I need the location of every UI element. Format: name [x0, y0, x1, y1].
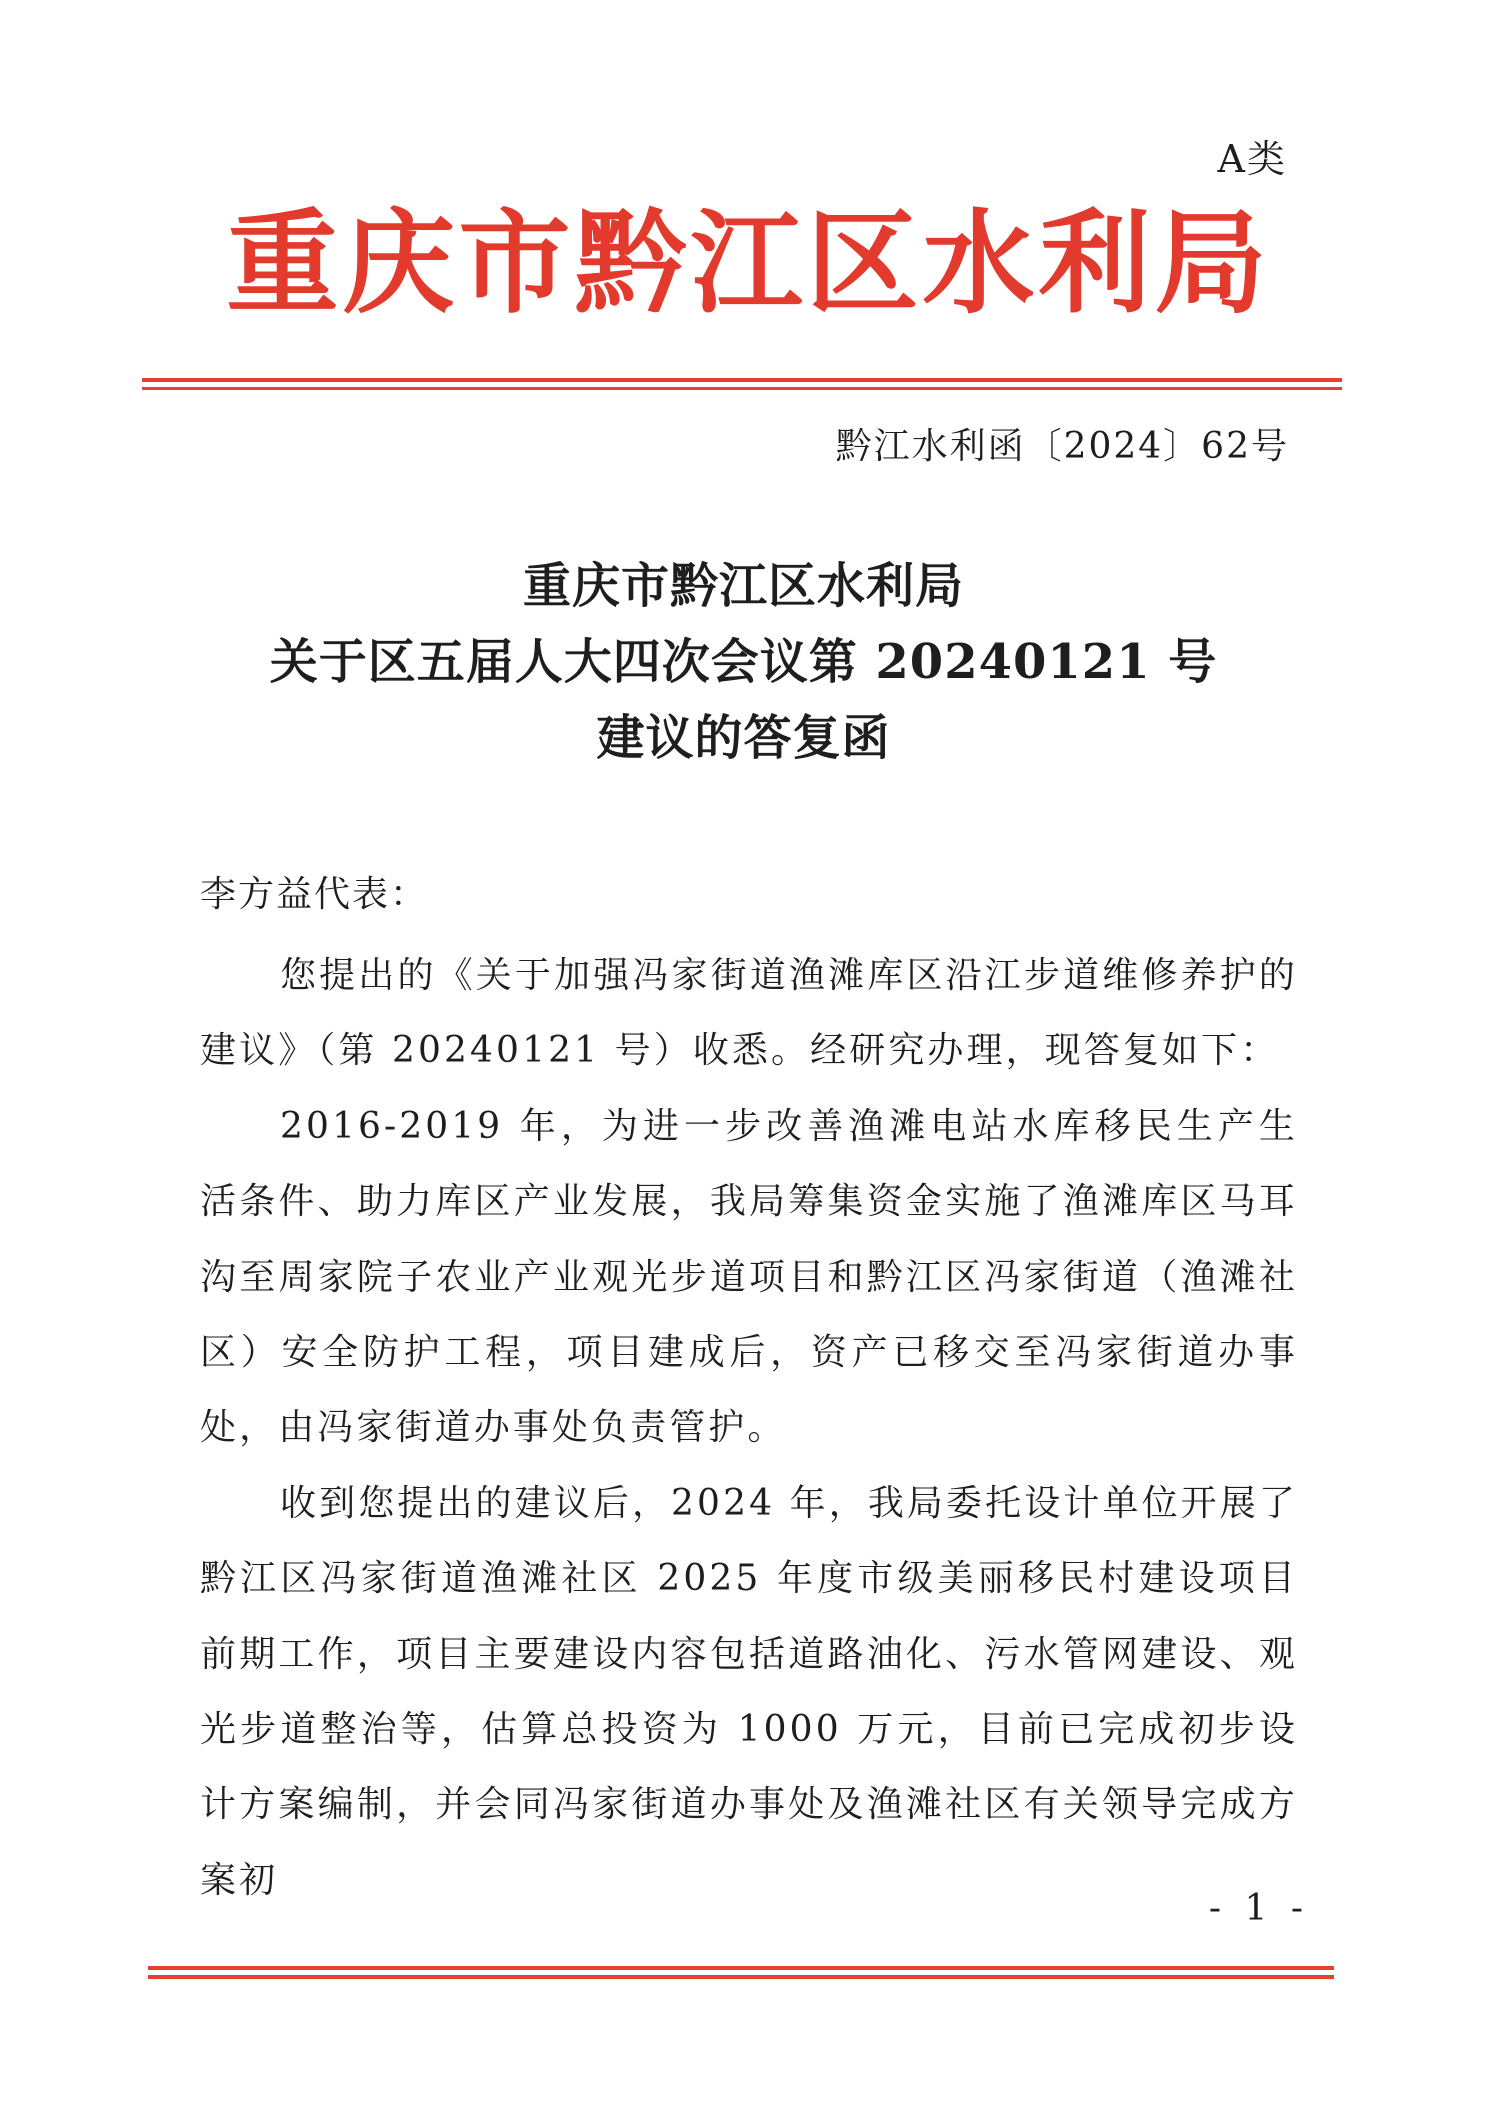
masthead-title: 重庆市黔江区水利局	[226, 198, 1271, 329]
category-label: A类	[1217, 137, 1287, 181]
document-title	[0, 548, 1487, 776]
header-rule-thick	[142, 378, 1342, 382]
footer-rule-bottom	[148, 1975, 1334, 1979]
body-paragraph: 收到您提出的建议后，2024 年，我局委托设计单位开展了黔江区冯家街道渔滩社区 2025 年度市级美丽移民村建设项目前期工作，项目主要建设内容包括道路油化、污水管网建设、观光步道整治等，估算总投资为 1000 万元，目前已完成初步设计方案编制，并会同冯家街道办事处及渔滩社区有关领导完成方案初	[200, 1482, 1298, 1901]
header-rule-thin	[142, 387, 1342, 390]
document-number: 黔江水利函〔2024〕62号	[835, 426, 1289, 467]
body-paragraph: 您提出的《关于加强冯家街道渔滩库区沿江步道维修养护的建议》（第 20240121 号）收悉。经研究办理，现答复如下：	[200, 955, 1298, 1072]
footer-rule-top	[148, 1966, 1334, 1970]
body-paragraph: 2016-2019 年，为进一步改善渔滩电站水库移民生产生活条件、助力库区产业发展，我局筹集资金实施了渔滩库区马耳沟至周家院子农业产业观光步道项目和黔江区冯家街道（渔滩社区）安全防护工程，项目建成后，资产已移交至冯家街道办事处，由冯家街道办事处负责管护。	[200, 1105, 1298, 1449]
title-line-3: 建议的答复函	[596, 710, 891, 766]
letter-body	[200, 938, 1298, 1918]
title-line-1: 重庆市黔江区水利局	[522, 558, 964, 614]
salutation: 李方益代表：	[200, 874, 429, 915]
page-number: - 1 -	[1208, 1888, 1309, 1929]
title-line-2: 关于区五届人大四次会议第 20240121 号	[269, 634, 1218, 690]
